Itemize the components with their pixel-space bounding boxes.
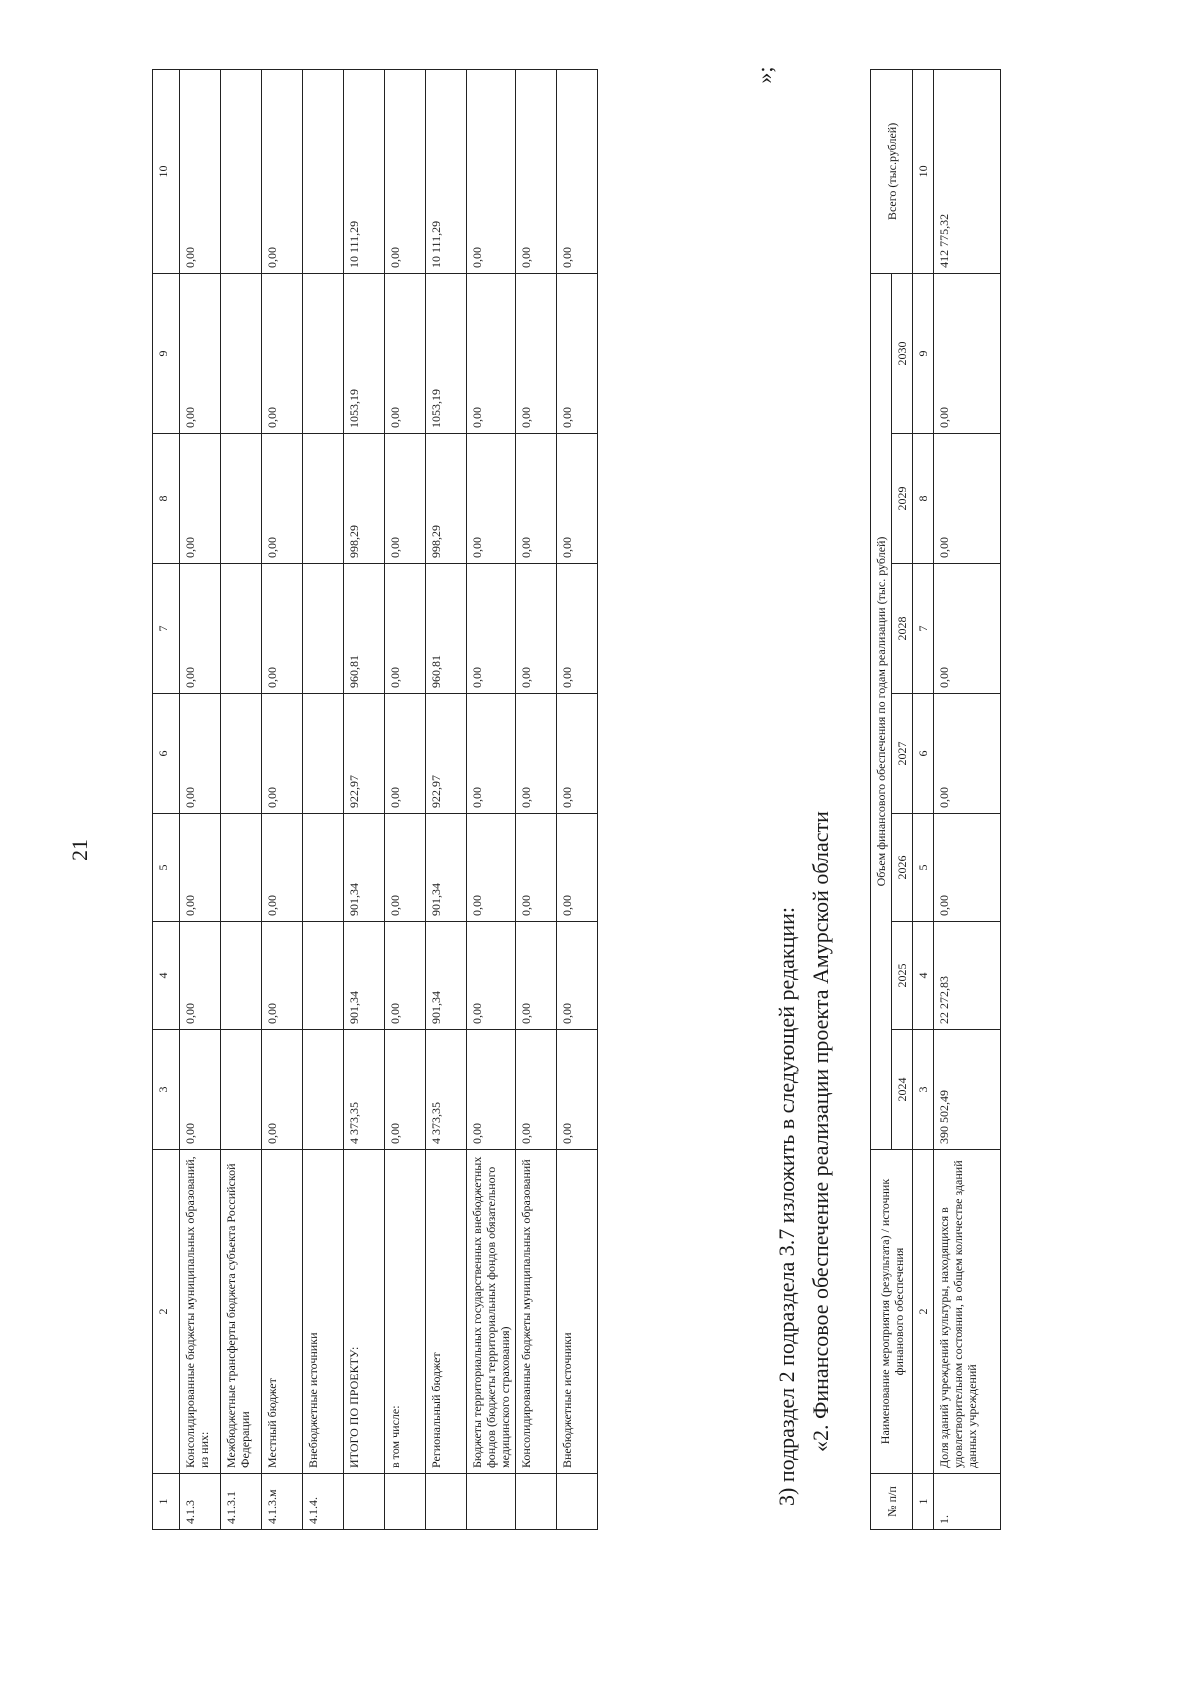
value-cell: 960,81 [426, 564, 467, 694]
table-row [467, 70, 516, 1530]
row-code-cell: 4.1.3.м [262, 1474, 303, 1530]
row-code-cell [467, 1474, 516, 1530]
row-label-cell: Внебюджетные источники [557, 1150, 598, 1474]
column-number-cell: 9 [153, 274, 180, 434]
table-row [180, 70, 221, 1530]
value-cell: 0,00 [516, 70, 557, 274]
value-cell [221, 70, 262, 274]
row-code-cell: 1. [934, 1474, 1001, 1530]
table-row [262, 70, 303, 1530]
value-cell: 0,00 [262, 70, 303, 274]
value-cell: 10 111,29 [426, 70, 467, 274]
value-cell: 0,00 [934, 564, 1001, 694]
column-number-cell: 8 [913, 434, 934, 564]
row-code-cell: 4.1.3 [180, 1474, 221, 1530]
financing-header-row [871, 69, 892, 1529]
table-row [344, 70, 385, 1530]
financing-column-numbers-row [913, 69, 934, 1529]
value-cell: 4 373,35 [426, 1030, 467, 1150]
project-financing-table [870, 69, 1001, 1530]
value-cell: 0,00 [934, 814, 1001, 922]
year-header-cell: 2027 [892, 694, 913, 814]
value-cell: 0,00 [557, 694, 598, 814]
value-cell: 0,00 [934, 273, 1001, 433]
value-cell: 0,00 [516, 274, 557, 434]
row-code-cell [344, 1474, 385, 1530]
value-cell: 0,00 [467, 694, 516, 814]
value-cell: 0,00 [180, 814, 221, 922]
value-cell: 0,00 [262, 922, 303, 1030]
column-number-cell: 2 [153, 1150, 180, 1474]
value-cell [221, 922, 262, 1030]
column-number-cell: 7 [913, 564, 934, 694]
table-row [516, 70, 557, 1530]
value-cell: 0,00 [934, 434, 1001, 564]
value-cell: 901,34 [426, 922, 467, 1030]
row-label-cell: Внебюджетные источники [303, 1150, 344, 1474]
value-cell: 901,34 [426, 814, 467, 922]
value-cell: 0,00 [557, 922, 598, 1030]
value-cell: 0,00 [557, 70, 598, 274]
value-cell: 4 373,35 [344, 1030, 385, 1150]
year-header-cell: 2026 [892, 814, 913, 922]
value-cell: 901,34 [344, 922, 385, 1030]
value-cell [221, 274, 262, 434]
header-volume: Объем финансового обеспечения по годам реализации (тыс. рублей) [871, 273, 892, 1149]
value-cell: 10 111,29 [344, 70, 385, 274]
column-number-cell: 1 [913, 1474, 934, 1530]
value-cell: 1053,19 [426, 274, 467, 434]
year-header-cell: 2024 [892, 1030, 913, 1150]
column-number-cell: 8 [153, 434, 180, 564]
column-number-cell: 3 [913, 1030, 934, 1150]
value-cell: 0,00 [180, 922, 221, 1030]
table-row [385, 70, 426, 1530]
value-cell: 0,00 [557, 564, 598, 694]
continued-financing-table [152, 69, 598, 1530]
column-number-cell: 5 [913, 814, 934, 922]
value-cell: 0,00 [180, 564, 221, 694]
table-row [557, 70, 598, 1530]
value-cell: 390 502,49 [934, 1030, 1001, 1150]
value-cell: 0,00 [385, 694, 426, 814]
value-cell [221, 1030, 262, 1150]
year-header-cell: 2025 [892, 922, 913, 1030]
value-cell: 901,34 [344, 814, 385, 922]
column-number-cell: 7 [153, 564, 180, 694]
value-cell: 0,00 [467, 434, 516, 564]
value-cell: 960,81 [344, 564, 385, 694]
value-cell [221, 814, 262, 922]
value-cell: 0,00 [262, 1030, 303, 1150]
row-label-cell: в том числе: [385, 1150, 426, 1474]
row-label-cell: Межбюджетные трансферты бюджета субъекта Российской Федерации [221, 1150, 262, 1474]
value-cell: 0,00 [934, 694, 1001, 814]
year-header-cell: 2028 [892, 564, 913, 694]
column-number-cell: 9 [913, 273, 934, 433]
value-cell: 0,00 [385, 814, 426, 922]
year-header-cell: 2030 [892, 273, 913, 433]
value-cell [303, 70, 344, 274]
section-heading [770, 686, 838, 1506]
value-cell: 0,00 [516, 434, 557, 564]
value-cell: 0,00 [557, 434, 598, 564]
column-number-cell: 5 [153, 814, 180, 922]
row-label-cell: Доля зданий учреждений культуры, находящихся в удовлетворительном состоянии, в общем количестве зданий данных учреждений [934, 1150, 1001, 1474]
value-cell [303, 1030, 344, 1150]
value-cell: 922,97 [426, 694, 467, 814]
value-cell [221, 564, 262, 694]
value-cell: 998,29 [344, 434, 385, 564]
continued-table-wrapper [152, 69, 598, 1530]
row-label-cell: Бюджеты территориальных государственных внебюджетных фондов (бюджеты территориальных фондов обязательного медицинского страхования) [467, 1150, 516, 1474]
value-cell [303, 814, 344, 922]
row-code-cell [557, 1474, 598, 1530]
value-cell: 0,00 [467, 564, 516, 694]
header-total: Всего (тыс.рублей) [871, 69, 913, 273]
value-cell: 0,00 [467, 274, 516, 434]
value-cell: 0,00 [180, 434, 221, 564]
value-cell: 0,00 [516, 922, 557, 1030]
column-number-cell: 1 [153, 1474, 180, 1530]
value-cell: 0,00 [516, 564, 557, 694]
value-cell: 0,00 [262, 434, 303, 564]
value-cell: 0,00 [180, 1030, 221, 1150]
row-code-cell: 4.1.3.1 [221, 1474, 262, 1530]
row-code-cell [426, 1474, 467, 1530]
row-label-cell: Местный бюджет [262, 1150, 303, 1474]
value-cell: 0,00 [467, 1030, 516, 1150]
value-cell: 22 272,83 [934, 922, 1001, 1030]
value-cell: 0,00 [262, 564, 303, 694]
column-number-cell: 3 [153, 1030, 180, 1150]
row-label-cell: Консолидированные бюджеты муниципальных образований [516, 1150, 557, 1474]
value-cell: 0,00 [467, 70, 516, 274]
row-code-cell [385, 1474, 426, 1530]
value-cell: 0,00 [385, 1030, 426, 1150]
table-row [426, 70, 467, 1530]
column-number-cell: 6 [153, 694, 180, 814]
column-number-cell: 10 [153, 70, 180, 274]
year-header-cell: 2029 [892, 434, 913, 564]
header-name: Наименование мероприятия (результата) / источник финанового обеспечения [871, 1150, 913, 1474]
column-number-cell: 4 [913, 922, 934, 1030]
value-cell: 998,29 [426, 434, 467, 564]
page-number: 21 [67, 839, 92, 861]
row-label-cell: ИТОГО ПО ПРОЕКТУ: [344, 1150, 385, 1474]
value-cell: 0,00 [467, 922, 516, 1030]
value-cell [303, 434, 344, 564]
value-cell: 0,00 [557, 814, 598, 922]
table-row [221, 70, 262, 1530]
header-no: № п/п [871, 1474, 913, 1530]
row-label-cell: Региональный бюджет [426, 1150, 467, 1474]
value-cell: 0,00 [180, 274, 221, 434]
heading-line-2: «2. Финансовое обеспечение реализации проекта Амурской области [808, 811, 833, 1452]
value-cell: 0,00 [516, 1030, 557, 1150]
value-cell: 0,00 [467, 814, 516, 922]
value-cell: 0,00 [385, 274, 426, 434]
value-cell: 922,97 [344, 694, 385, 814]
row-code-cell: 4.1.4. [303, 1474, 344, 1530]
value-cell: 0,00 [262, 694, 303, 814]
value-cell: 0,00 [385, 434, 426, 564]
row-code-cell [516, 1474, 557, 1530]
value-cell: 0,00 [180, 70, 221, 274]
value-cell: 0,00 [262, 274, 303, 434]
value-cell [303, 922, 344, 1030]
table-header-row [153, 70, 180, 1530]
value-cell: 412 775,32 [934, 69, 1001, 273]
value-cell [303, 274, 344, 434]
value-cell: 0,00 [385, 922, 426, 1030]
value-cell: 0,00 [180, 694, 221, 814]
value-cell [303, 694, 344, 814]
column-number-cell: 6 [913, 694, 934, 814]
value-cell: 1053,19 [344, 274, 385, 434]
value-cell: 0,00 [557, 1030, 598, 1150]
value-cell: 0,00 [385, 564, 426, 694]
value-cell: 0,00 [262, 814, 303, 922]
value-cell [221, 434, 262, 564]
table-row [934, 69, 1001, 1529]
value-cell: 0,00 [385, 70, 426, 274]
row-label-cell: Консолидированные бюджеты муниципальных образований, из них: [180, 1150, 221, 1474]
value-cell [303, 564, 344, 694]
column-number-cell: 2 [913, 1150, 934, 1474]
value-cell [221, 694, 262, 814]
heading-line-1: 3) подраздел 2 подраздела 3.7 изложить в следующей редакции: [774, 906, 799, 1506]
column-number-cell: 10 [913, 69, 934, 273]
value-cell: 0,00 [516, 814, 557, 922]
closing-quote-mark: »; [752, 66, 777, 84]
value-cell: 0,00 [557, 274, 598, 434]
financing-table-wrapper [870, 69, 1001, 1530]
value-cell: 0,00 [516, 694, 557, 814]
column-number-cell: 4 [153, 922, 180, 1030]
table-row [303, 70, 344, 1530]
